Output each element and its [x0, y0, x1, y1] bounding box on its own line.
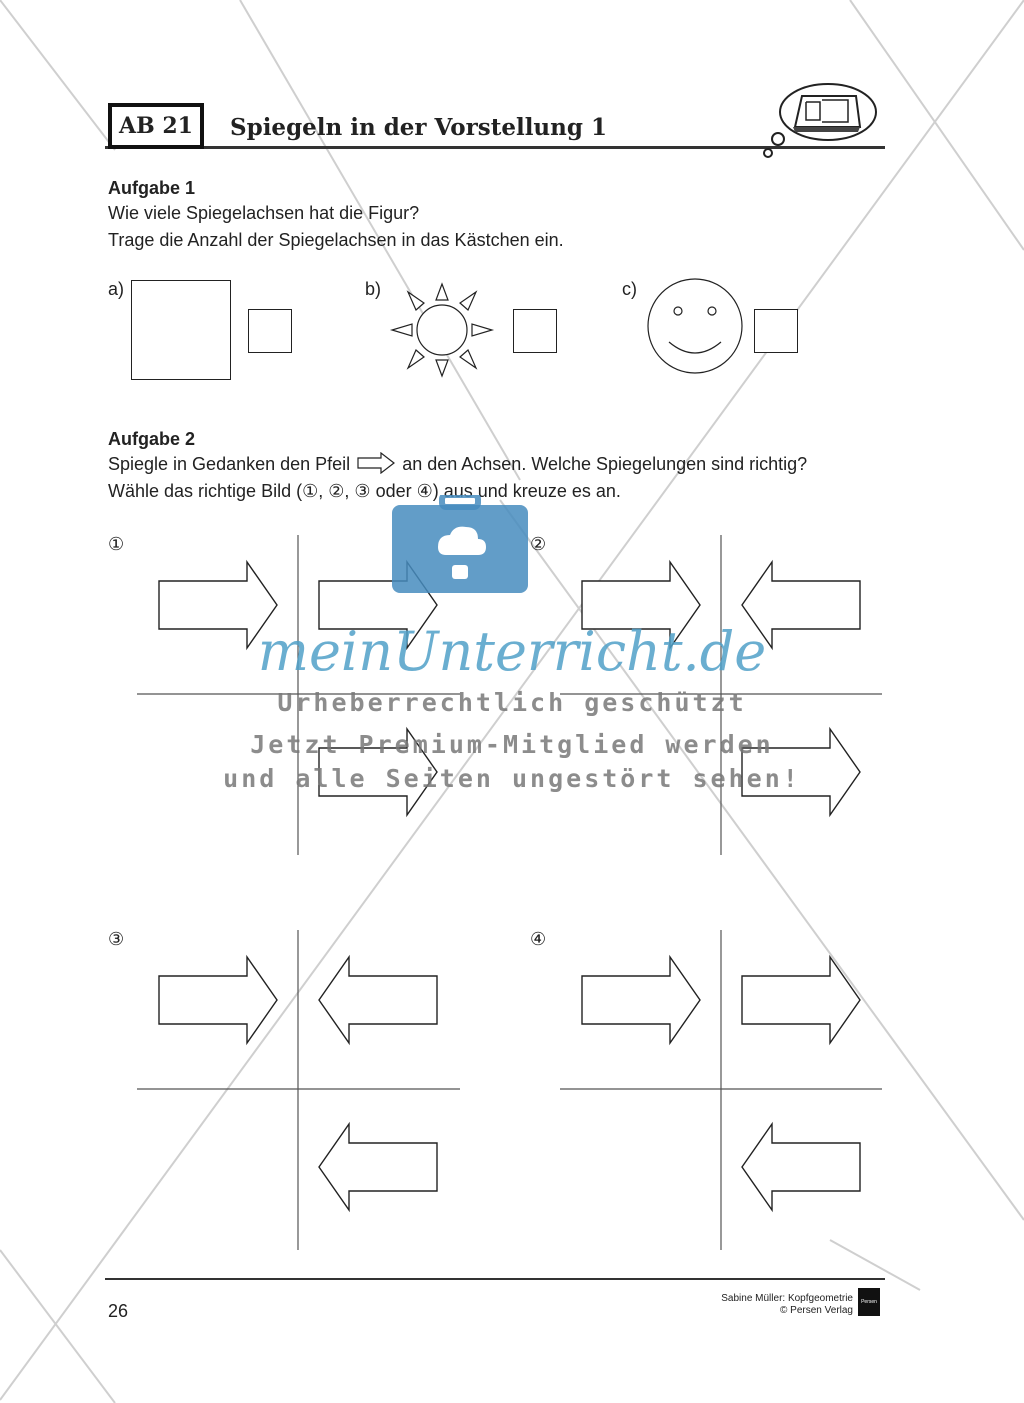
briefcase-cloud-icon — [390, 495, 530, 595]
choice-number-1[interactable]: ① — [108, 534, 125, 554]
task2-line2-c: ) aus und kreuze es an. — [432, 481, 621, 501]
publisher-logo — [858, 1288, 880, 1316]
choice-number-3[interactable]: ③ — [108, 929, 125, 949]
task2-heading: Aufgabe 2 — [108, 429, 196, 449]
task1-line1: Wie viele Spiegelachsen hat die Figur? — [108, 203, 420, 223]
choice-ref-4: ④ — [416, 481, 433, 501]
choice-ref-2: ② — [328, 481, 345, 501]
arrow-mirrored-vertical — [319, 957, 437, 1043]
task1-label-b: b) — [365, 279, 382, 299]
task2-line2-a: Wähle das richtige Bild ( — [108, 481, 303, 501]
watermark-line3: und alle Seiten ungestört sehen! — [223, 764, 801, 793]
task2-line2: Wähle das richtige Bild (①, ②, ③ oder ④) aus und kreuze es an. — [108, 481, 621, 501]
arrow-mirrored-both — [742, 1124, 860, 1210]
task2-line1-before: Spiegle in Gedanken den Pfeil — [108, 454, 351, 474]
task2-line1-after: an den Achsen. Welche Spiegelungen sind richtig? — [402, 454, 808, 474]
watermark-line2: Jetzt Premium-Mitglied werden — [250, 730, 774, 759]
choice-number-4[interactable]: ④ — [530, 929, 547, 949]
task2-line2-b: oder — [375, 481, 412, 501]
sheet-badge-text: AB 21 — [119, 113, 193, 139]
page-title: Spiegeln in der Vorstellung 1 — [230, 114, 607, 141]
footer-rule — [105, 1278, 885, 1280]
choice-ref-1: ① — [302, 481, 319, 501]
footer-credit-line2: © Persen Verlag — [780, 1305, 853, 1316]
task1-label-a: a) — [108, 279, 125, 299]
arrow-original — [582, 957, 700, 1043]
task1-line2: Trage die Anzahl der Spiegelachsen in das Kästchen ein. — [108, 230, 564, 250]
watermark-line1: Urheberrechtlich geschützt — [277, 688, 747, 717]
arrow-original — [159, 957, 277, 1043]
arrow-mirrored-both — [319, 1124, 437, 1210]
choice-number-2[interactable]: ② — [530, 534, 547, 554]
choice-ref-3: ③ — [354, 481, 371, 501]
page-number: 26 — [108, 1301, 129, 1321]
footer-credit-line1: Sabine Müller: Kopfgeometrie — [721, 1293, 853, 1304]
footer-credit — [640, 1293, 853, 1317]
watermark-logo: meinUnterricht.de — [257, 620, 767, 683]
task1-heading: Aufgabe 1 — [108, 178, 196, 198]
task1-label-c: c) — [622, 279, 637, 299]
publisher-logo-text: Persen — [861, 1299, 877, 1305]
arrow-mirrored-vertical — [742, 957, 860, 1043]
